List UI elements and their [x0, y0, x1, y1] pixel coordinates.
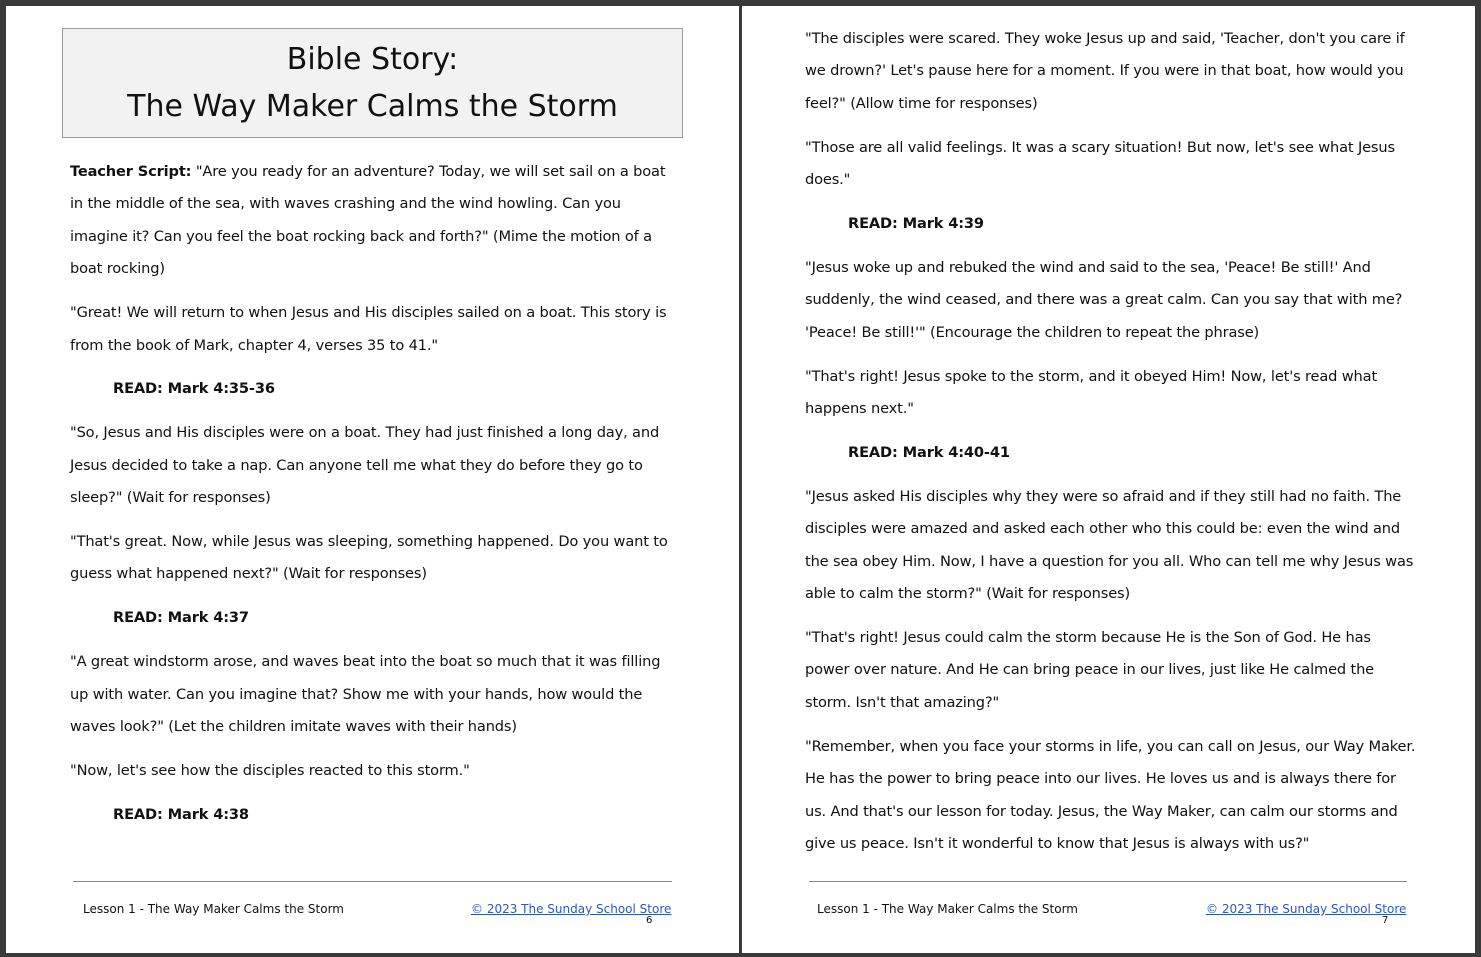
story-content-left [70, 156, 680, 843]
page-number: 7 [1382, 915, 1389, 926]
script-paragraph: "A great windstorm arose, and waves beat into the boat so much that it was filling up with water. Can you imagine that? Show me with your hands, how would the waves look?" (Let the children imitate waves with their hands) [70, 653, 661, 736]
copyright-link[interactable]: © 2023 The Sunday School Store [1206, 902, 1407, 916]
script-paragraph: "Jesus asked His disciples why they were so afraid and if they still had no faith. The disciples were amazed and asked each other who this could be: even the wind and the sea obey Him. Now, I have a question for you all. Who can tell me why Jesus was able to calm the storm?" (Wait for responses) [805, 487, 1414, 603]
teacher-script-text: "Are you ready for an adventure? Today, we will set sail on a boat in the middle of the sea, with waves crashing and the wind howling. Can you imagine it? Can you feel the boat rocking back and forth?" (Mime the motion of a boat rocking) [70, 163, 666, 278]
script-paragraph: "Great! We will return to when Jesus and His disciples sailed on a boat. This story is from the book of Mark, chapter 4, verses 35 to 41." [70, 304, 667, 354]
page-title-line-1: Bible Story: [286, 42, 459, 77]
script-paragraph: "Those are all valid feelings. It was a scary situation! But now, let's see what Jesus does." [805, 138, 1395, 189]
footer-lesson-title: Lesson 1 - The Way Maker Calms the Storm [817, 902, 1078, 916]
script-paragraph: "So, Jesus and His disciples were on a boat. They had just finished a long day, and Jesus decided to take a nap. Can anyone tell me what they do before they go to sleep?" (Wait for responses) [70, 424, 660, 507]
script-paragraph: "Jesus woke up and rebuked the wind and said to the sea, 'Peace! Be still!' And suddenly, the wind ceased, and there was a great calm. Can you say that with me? 'Peace! Be still!'" (Encourage the children to repeat the phrase) [805, 258, 1403, 341]
page-number: 6 [646, 915, 653, 926]
script-paragraph: "Now, let's see how the disciples reacted to this storm." [70, 762, 470, 779]
story-content-right [805, 23, 1419, 872]
teacher-script-label: Teacher Script: [70, 163, 192, 180]
page-6 [6, 6, 739, 953]
script-paragraph: "Remember, when you face your storms in life, you can call on Jesus, our Way Maker. He has the power to bring peace into our lives. He loves us and is always there for us. And that's our lesson for today. Jesus, the Way Maker, can calm our storms and give us peace. Isn't it wonderful to know that Jesus is always with us?" [805, 737, 1416, 852]
copyright-link[interactable]: © 2023 The Sunday School Store [471, 902, 672, 916]
script-paragraph: "The disciples were scared. They woke Jesus up and said, 'Teacher, don't you care if we drown?' Let's pause here for a moment. If you were in that boat, how would you feel?" (Allow time for responses) [805, 30, 1405, 112]
read-instruction: READ: Mark 4:40-41 [848, 443, 1010, 461]
footer-lesson-title: Lesson 1 - The Way Maker Calms the Storm [83, 902, 344, 916]
title-box [62, 28, 683, 138]
script-paragraph: "That's great. Now, while Jesus was sleeping, something happened. Do you want to guess what happened next?" (Wait for responses) [70, 533, 668, 583]
page-7 [742, 6, 1475, 953]
footer-divider [73, 881, 672, 882]
footer-divider [809, 881, 1407, 882]
script-paragraph: "That's right! Jesus spoke to the storm, and it obeyed Him! Now, let's read what happens next." [805, 367, 1378, 418]
script-paragraph: "That's right! Jesus could calm the storm because He is the Son of God. He has power over nature. And He can bring peace in our lives, just like He calmed the storm. Isn't that amazing?" [805, 629, 1375, 711]
read-instruction: READ: Mark 4:35-36 [113, 380, 275, 398]
read-instruction: READ: Mark 4:39 [848, 215, 984, 233]
read-instruction: READ: Mark 4:37 [113, 609, 249, 627]
page-title-line-2: The Way Maker Calms the Storm [127, 89, 618, 124]
teacher-script-paragraph [70, 156, 680, 286]
read-instruction: READ: Mark 4:38 [113, 805, 249, 823]
